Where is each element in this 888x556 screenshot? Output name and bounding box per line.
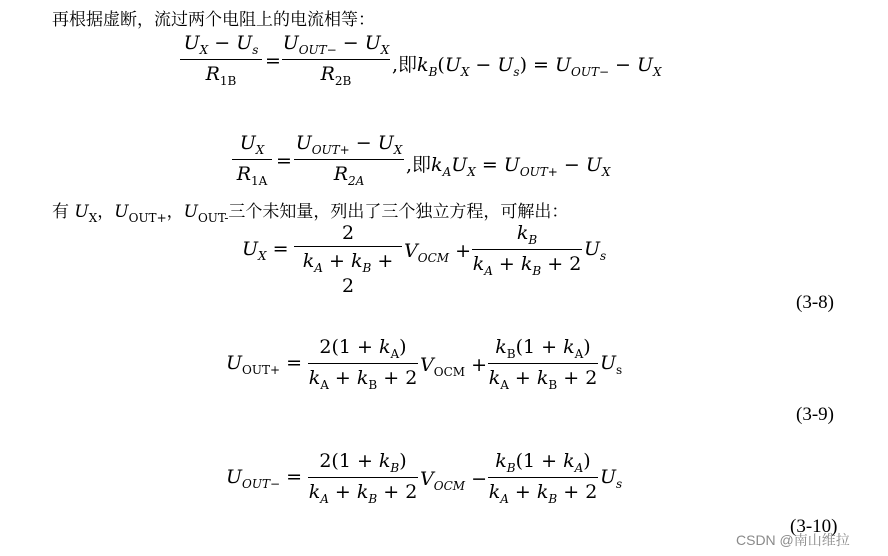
eq2-fraction-left: $U_X$ $R_{1A}$ — [232, 132, 272, 188]
eq1-fraction-right: $U_{OUT-} - U_X$ $R_{2B}$ — [282, 32, 390, 88]
tag-3-10: (3-10) — [790, 516, 838, 537]
eq38-frac1: 2 $k_A + k_B + 2$ — [294, 222, 402, 297]
eq1-rhs: ,即$k_B(U_X - U_s) = U_{OUT-} - U_X$ — [392, 54, 662, 79]
tag-3-9: (3-9) — [796, 404, 834, 425]
eq2-fraction-right: $U_{OUT+} - U_X$ $R_{2A}$ — [295, 132, 403, 188]
eq310-frac1: $2(1 + k_B)$ $k_A + k_B + 2$ — [308, 450, 418, 506]
eq2-rhs: ,即$k_AU_X = U_{OUT+} - U_X$ — [406, 154, 611, 179]
tag-3-8: (3-8) — [796, 292, 834, 313]
eq39-frac2: $k_B(1 + k_A)$ $k_A + k_B + 2$ — [488, 336, 598, 392]
intro-text-2: 有 $U_X$，$U_{OUT+}$，$U_{OUT-}$三个未知量，列出了三个独立方程，可解出： — [52, 202, 569, 225]
eq39-frac1: $2(1 + k_A)$ $k_A + k_B + 2$ — [308, 336, 418, 392]
csdn-watermark: CSDN @南山维拉 — [736, 532, 850, 548]
intro-text-1: 再根据虚断，流过两个电阻上的电流相等： — [52, 10, 375, 30]
eq1-fraction-left: $U_X - U_s$ $R_{1B}$ — [180, 32, 262, 88]
eq310-frac2: $k_B(1 + k_A)$ $k_A + k_B + 2$ — [488, 450, 598, 506]
eq38-frac2: $k_B$ $k_A + k_B + 2$ — [472, 222, 582, 278]
